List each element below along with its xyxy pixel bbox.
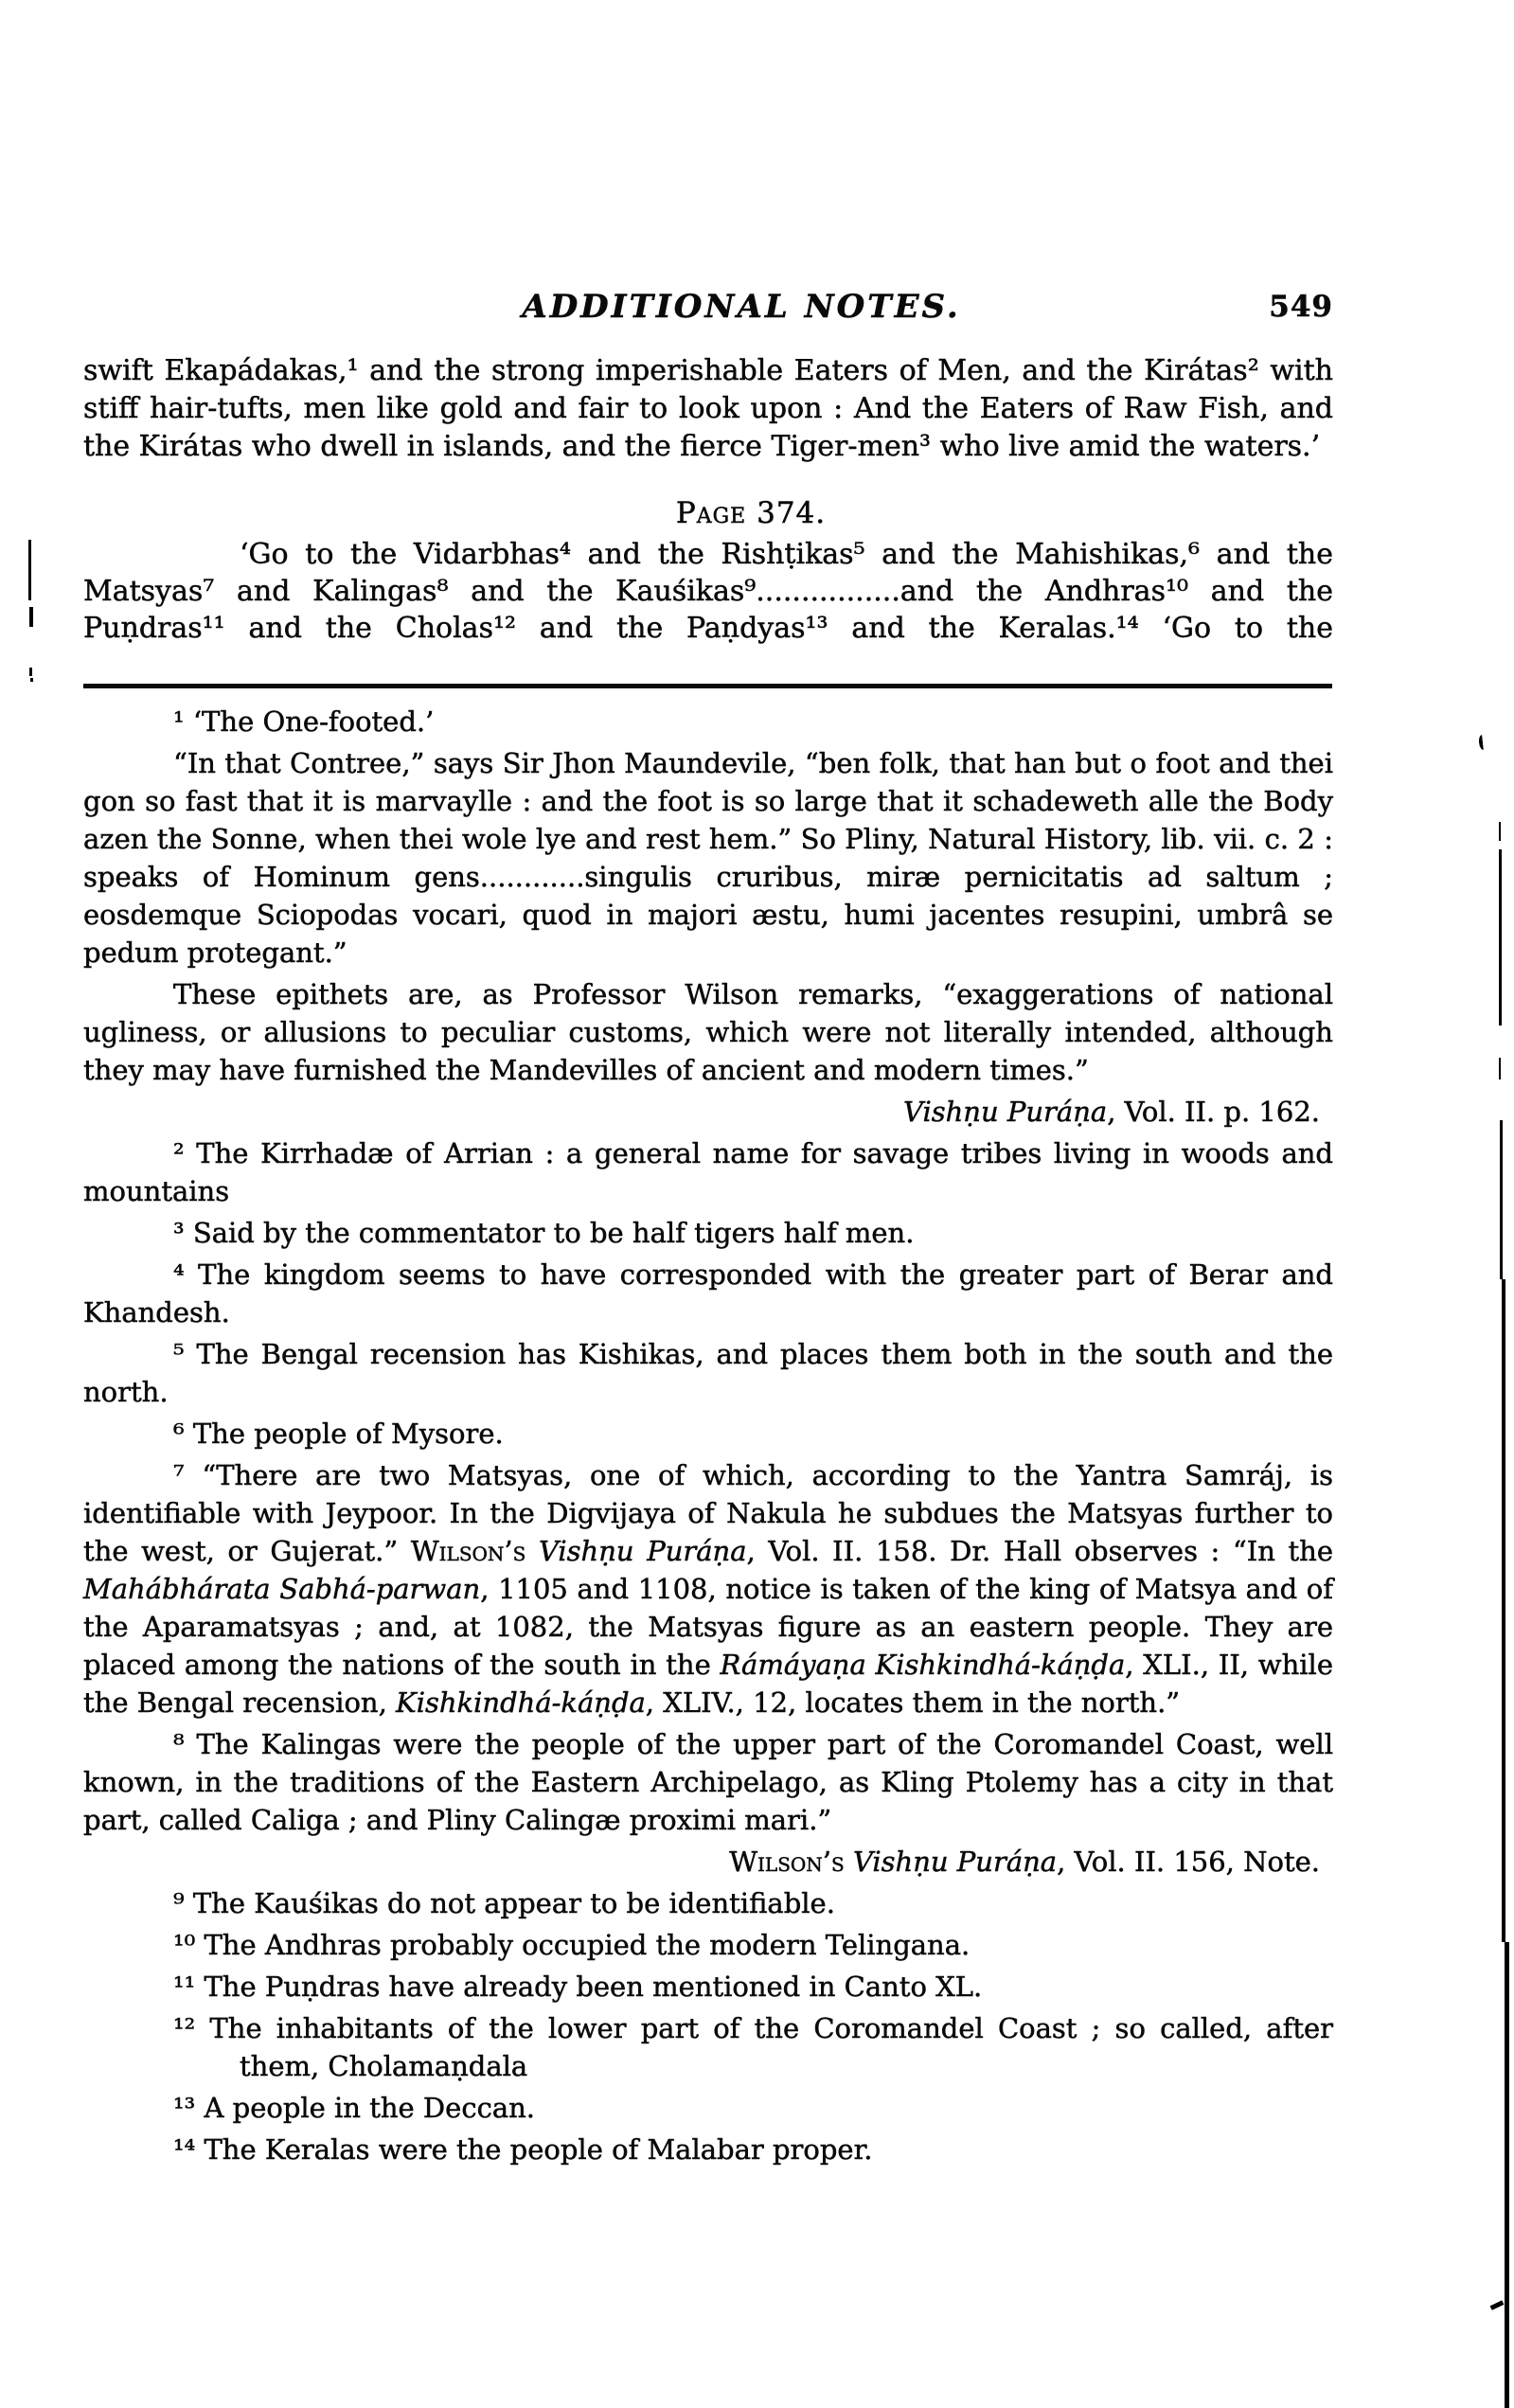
footnote-paragraph: [83, 1256, 1333, 1331]
footnote-paragraph: [83, 1843, 1333, 1881]
section-heading: Page 374.: [675, 496, 827, 530]
footnote-text: ¹ ‘The One-footed.’: [173, 705, 435, 738]
footnote-paragraph: [83, 1415, 1333, 1453]
italic-text: Kishkindhá-káṇḍa: [396, 1686, 646, 1719]
scan-artifact-edge-line: [1499, 849, 1502, 1026]
scan-artifact-edge-hook: [1490, 2300, 1505, 2310]
scan-artifact-edge-line: [1499, 1058, 1501, 1079]
italic-text: Mahábhárata Sabhá-parwan: [83, 1573, 481, 1605]
footnote-paragraph: [83, 1335, 1333, 1411]
running-header: [83, 288, 1333, 330]
footnote-text: ¹¹ The Puṇdras have already been mentioned in Canto XL.: [173, 1971, 983, 2003]
scan-artifact-left-dot: [30, 678, 33, 682]
scan-artifact-edge-line: [1505, 1942, 1509, 2408]
footnote-paragraph: [83, 1968, 1333, 2006]
footnote-text: , Vol. II. p. 162.: [1107, 1096, 1320, 1128]
page-number: 549: [1269, 290, 1333, 324]
footnote-text: ⁵ The Bengal recension has Kishikas, and places them both in the south and the north.: [83, 1338, 1333, 1408]
italic-text: Vishṇu Puráṇa: [538, 1535, 747, 1567]
footnote-text: ⁷ “There are two Matsyas, one of which, according to the Yantra Samráj, is identifiable with Jeypoor. In the Digvijaya of Nakula he subdues the Matsyas further to the west, or Gujerat.”: [83, 1459, 1333, 1567]
footnote-paragraph: [83, 975, 1333, 1089]
footnote-text: “In that Contree,” says Sir Jhon Maundevile, “ben folk, that han but o foot and thei gon so fast that it is marvaylle : and the foot is so large that it schadeweth alle the Body azen the Sonne, when thei wole lye and rest hem.” So Pliny, Natural History, lib. vii. c. 2 : speaks of Hominum gens............singulis cruribus, miræ pernicitatis ad saltum ; eosdemque Sciopodas vocari, quod in majori æstu, humi jacentes resupini, umbrâ se pedum protegant.”: [83, 747, 1333, 969]
footnote-text: , XLIV., 12, locates them in the north.”: [645, 1686, 1181, 1719]
scan-artifact-edge-line: [1500, 1120, 1503, 1279]
footnote-paragraph: [83, 2131, 1333, 2168]
footnote-text: ¹² The inhabitants of the lower part of the Coromandel Coast ; so called, after them, Cholamaṇdala: [173, 2012, 1333, 2082]
scan-artifact-edge-line: [1499, 822, 1501, 841]
footnote-text: ² The Kirrhadæ of Arrian : a general name for savage tribes living in woods and mountains: [83, 1137, 1333, 1207]
page-title: ADDITIONAL NOTES.: [522, 288, 961, 326]
footnote-paragraph: [83, 1456, 1333, 1721]
footnote-text: ⁹ The Kauśikas do not appear to be identifiable.: [173, 1887, 835, 1919]
footnote-text: , Vol. II. 158. Dr. Hall observes : “In the: [746, 1535, 1333, 1567]
footnote-paragraph: [83, 1214, 1333, 1252]
footnote-divider-rule: [83, 684, 1332, 688]
footnote-text: ³ Said by the commentator to be half tigers half men.: [173, 1217, 915, 1249]
scan-artifact-edge-line: [1502, 1279, 1505, 1942]
footnote-paragraph: [83, 744, 1333, 972]
footnote-text: These epithets are, as Professor Wilson remarks, “exaggerations of national ugliness, or allusions to peculiar customs, which were not literally intended, although they may have furnished the Mandevilles of ancient and modern times.”: [83, 978, 1333, 1086]
scan-artifact-left-line: [28, 540, 31, 600]
footnote-text: ¹⁰ The Andhras probably occupied the modern Telingana.: [173, 1929, 971, 1961]
footnote-text: , 1105 and 1108, notice is taken of the king of Matsya and of the Aparamatsyas ; and, at 1082, the Matsyas figure as an eastern people. They are placed among the nations of the south in the: [83, 1573, 1333, 1681]
footnote-text: , XLI., II, while the Bengal recension,: [83, 1649, 1333, 1719]
italic-text: Vishṇu Puráṇa: [903, 1096, 1108, 1128]
footnote-paragraph: [83, 2089, 1333, 2127]
italic-text: Vishṇu Puráṇa: [852, 1846, 1058, 1878]
footnote-paragraph: [83, 1926, 1333, 1964]
scan-artifact-paren-mark: [1478, 735, 1487, 751]
footnote-paragraph: [83, 2009, 1333, 2085]
intro-paragraph: swift Ekapádakas,¹ and the strong imperishable Eaters of Men, and the Kirátas² with stiff hair-tufts, men like gold and fair to look upon : And the Eaters of Raw Fish, and the Kirátas who dwell in islands, and the fierce Tiger-men³ who live amid the waters.’: [83, 354, 1333, 463]
footnote-text: , Vol. II. 156, Note.: [1057, 1846, 1320, 1878]
footnotes-section: [83, 703, 1333, 2172]
smallcaps-text: Wilson’s: [729, 1846, 853, 1878]
footnote-text: ⁶ The people of Mysore.: [173, 1418, 504, 1450]
italic-text: Rámáyaṇa Kishkindhá-káṇḍa: [720, 1649, 1126, 1681]
smallcaps-text: Wilson’s: [410, 1535, 539, 1567]
footnote-paragraph: [83, 1134, 1333, 1210]
footnote-paragraph: [83, 703, 1333, 740]
footnote-text: ¹³ A people in the Deccan.: [173, 2092, 535, 2124]
footnote-paragraph: [83, 1725, 1333, 1839]
quoted-passage: ‘Go to the Vidarbhas⁴ and the Rishṭikas⁵ and the Mahishikas,⁶ and the Matsyas⁷ and Kalingas⁸ and the Kauśikas⁹................and the Andhras¹⁰ and the Puṇdras¹¹ and the Cholas¹² and the Paṇdyas¹³ and the Keralas.¹⁴ ‘Go to the: [83, 538, 1333, 645]
footnote-text: ¹⁴ The Keralas were the people of Malabar proper.: [173, 2133, 873, 2166]
footnote-text: ⁴ The kingdom seems to have corresponded with the greater part of Berar and Khandesh.: [83, 1258, 1333, 1329]
footnote-text: ⁸ The Kalingas were the people of the upper part of the Coromandel Coast, well known, in the traditions of the Eastern Archipelago, as Kling Ptolemy has a city in that part, called Caliga ; and Pliny Calingæ proximi mari.”: [83, 1728, 1333, 1836]
scan-artifact-left-line: [29, 668, 32, 676]
footnote-paragraph: [83, 1884, 1333, 1922]
footnote-paragraph: [83, 1093, 1333, 1131]
scan-artifact-left-line: [29, 607, 33, 627]
